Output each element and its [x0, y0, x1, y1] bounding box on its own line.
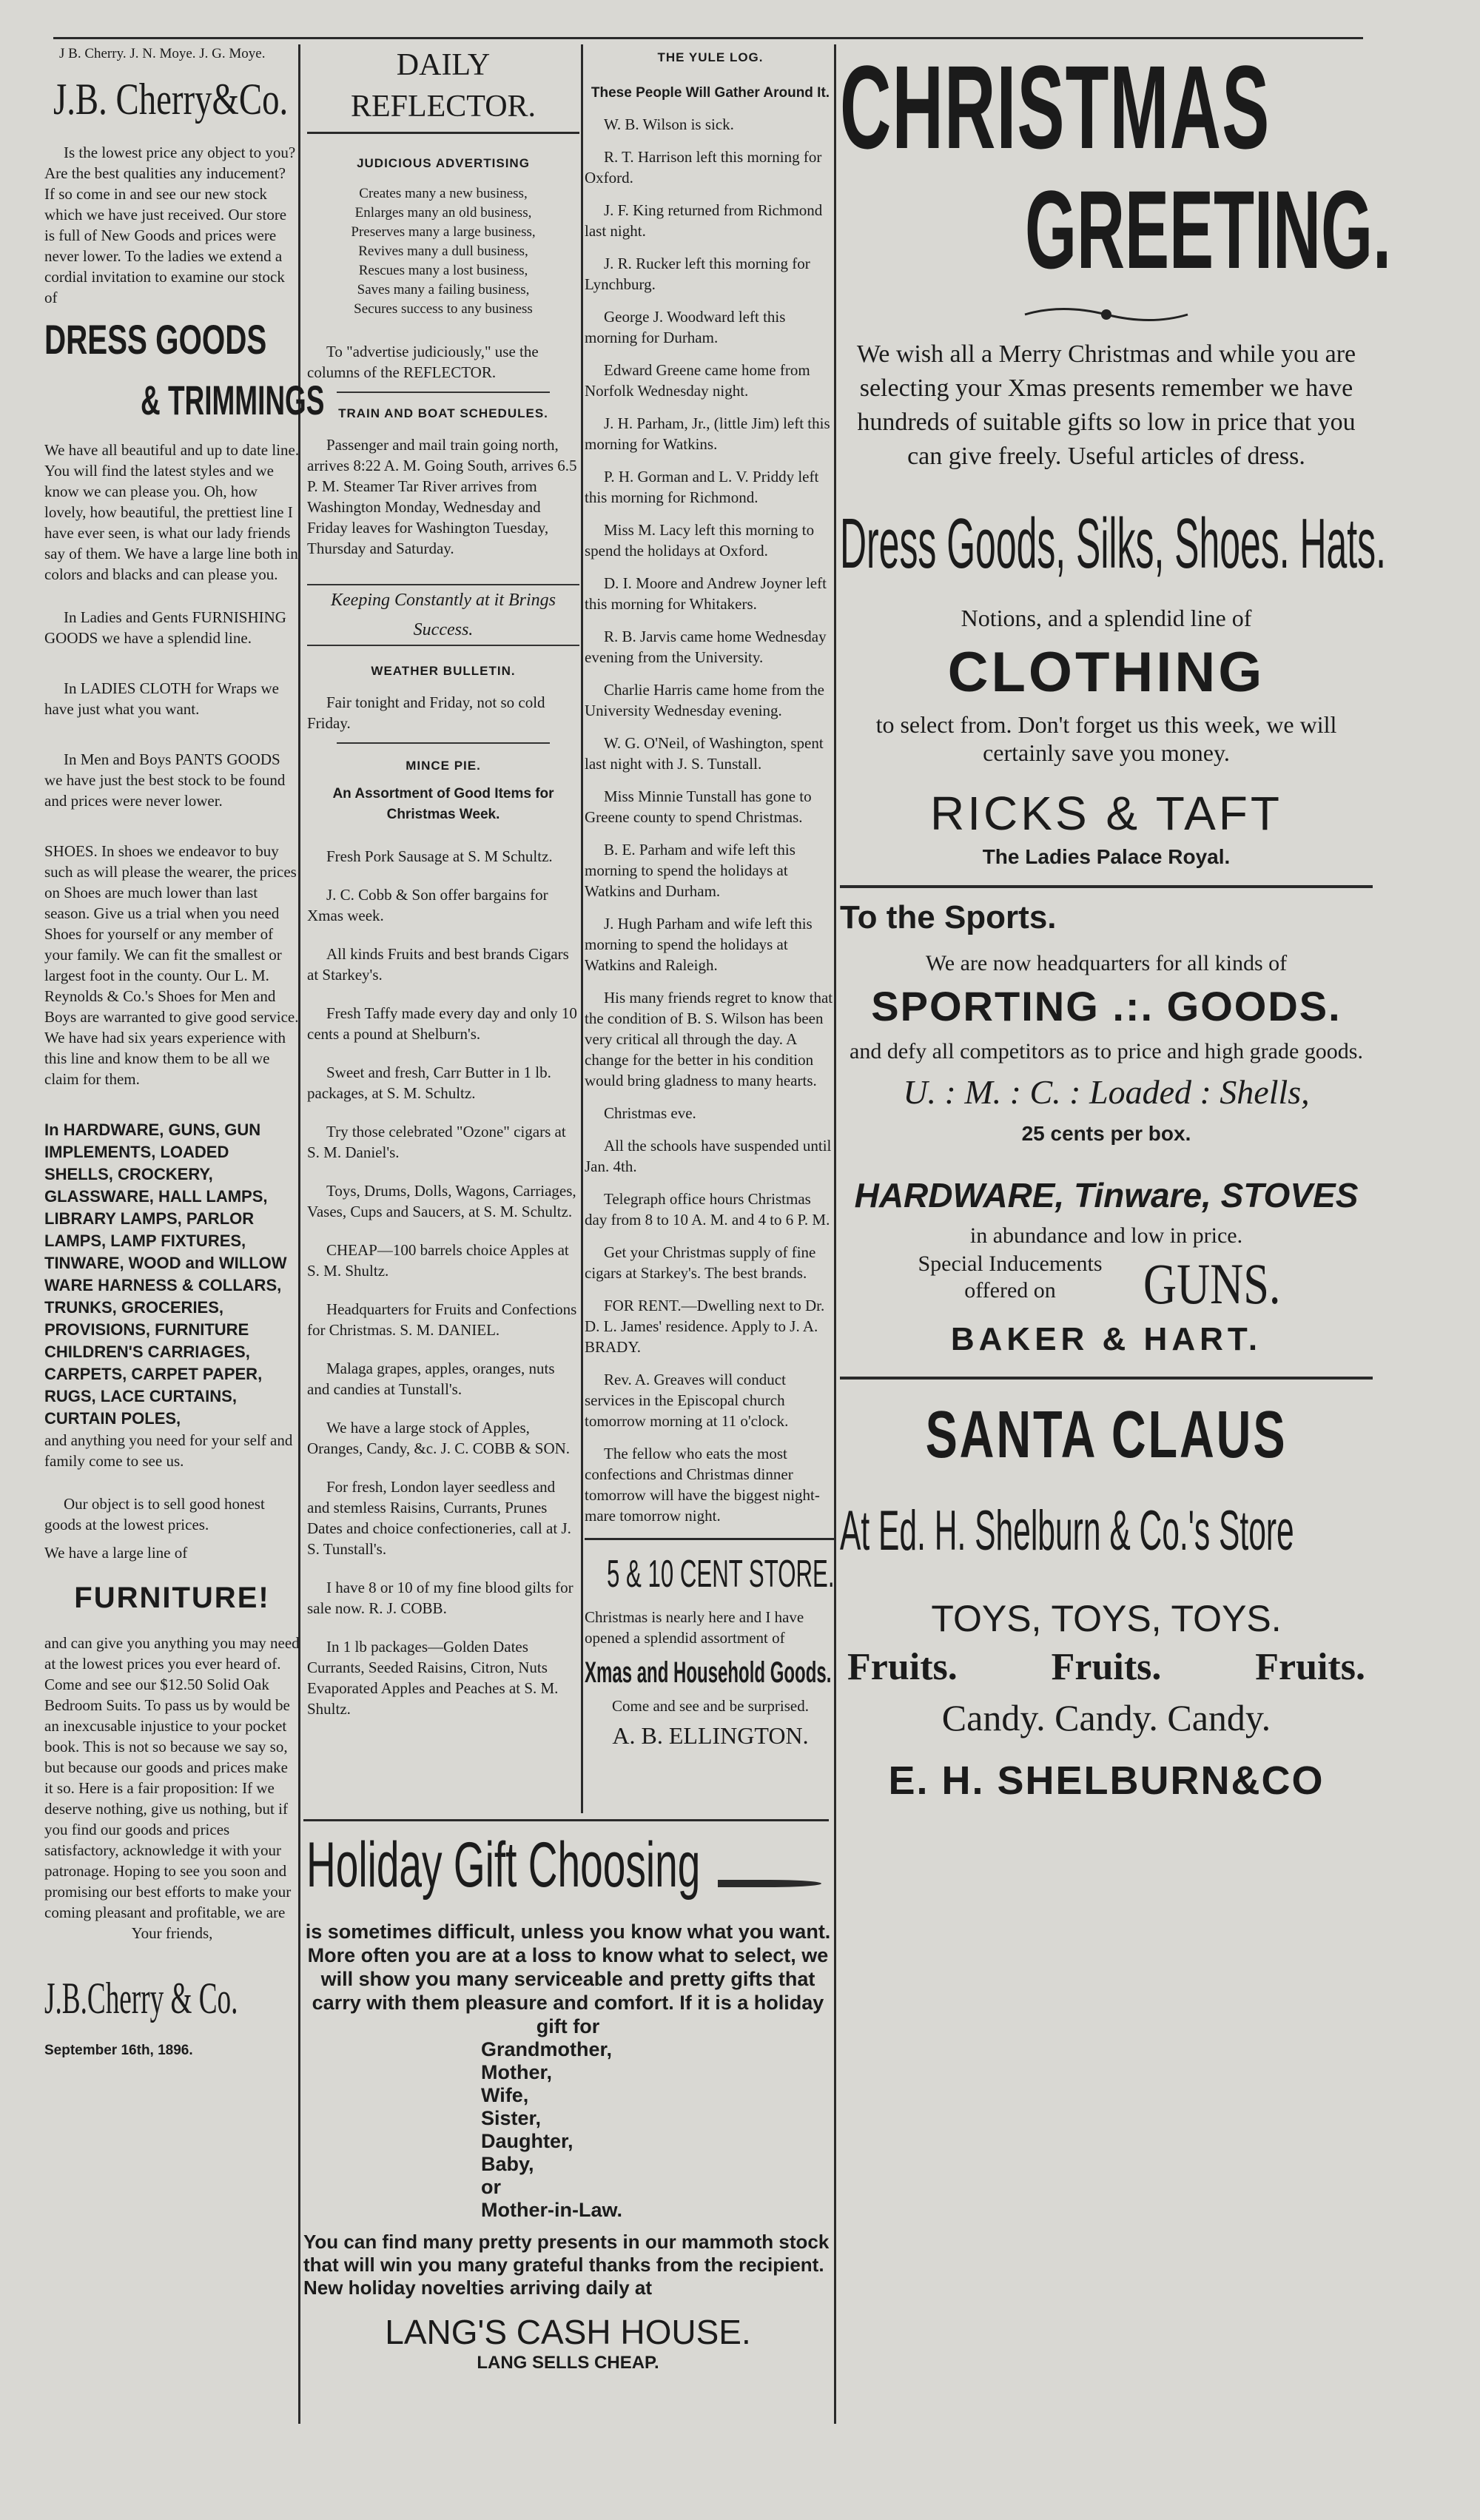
right-ads-column: [840, 41, 1392, 2427]
toys-line: TOYS, TOYS, TOYS.: [931, 1598, 1282, 1639]
yule-log-item: Christmas eve.: [604, 1104, 696, 1122]
object-text: Our object is to sell good honest goods at the lowest prices.: [44, 1495, 265, 1533]
recipient-item: Baby,: [481, 2153, 534, 2175]
special-text: Special Inducements offered on: [918, 1251, 1103, 1303]
reflector-column: [307, 44, 579, 1813]
baker-hart: BAKER & HART.: [950, 1321, 1262, 1357]
yule-log-item: Charlie Harris came home from the University Wednesday evening.: [585, 681, 824, 719]
advertising-heading: JUDICIOUS ADVERTISING: [357, 156, 530, 170]
sporting-goods: SPORTING .:. GOODS.: [871, 983, 1342, 1029]
umc-shells: U. : M. : C. : Loaded : Shells,: [903, 1073, 1310, 1111]
lang-store: LANG'S CASH HOUSE.: [385, 2313, 751, 2351]
hardware-tail: and anything you need for your self and family come to see us.: [44, 1431, 293, 1470]
yule-log-item: The fellow who eats the most confections and Christmas dinner tomorrow will have the biggest night-mare tomorrow night.: [585, 1445, 820, 1525]
mince-pie-items: [307, 846, 579, 1719]
flourish-icon: [718, 1880, 821, 1887]
yule-log-item: J. H. Parham, Jr., (little Jim) left this morning for Watkins.: [585, 414, 830, 453]
fruits-line: [840, 1643, 1373, 1692]
lang-slogan: LANG SELLS CHEAP.: [477, 2353, 659, 2373]
hardware-heading: HARDWARE, Tinware, STOVES: [854, 1176, 1359, 1214]
large-line-text: We have a large line of: [44, 1544, 188, 1562]
mince-pie-item: J. C. Cobb & Son offer bargains for Xmas week.: [307, 886, 548, 924]
mince-pie-item: Try those celebrated "Ozone" cigars at S. M. Daniel's.: [307, 1123, 566, 1161]
yule-log-item: Miss M. Lacy left this morning to spend the holidays at Oxford.: [585, 521, 815, 560]
trimmings-heading: & TRIMMINGS: [141, 377, 325, 423]
hardware-list: In HARDWARE, GUNS, GUN IMPLEMENTS, LOADED SHELLS, CROCKERY, GLASSWARE, HALL LAMPS, LIBRARY LAMPS, PARLOR LAMPS, LAMP FIXTURES, TINWARE, WOOD and WILLOW WARE HARNESS & COLLARS, TRUNKS, GROCERIES, PROVISIONS, FURNITURE CHILDREN'S CARRIAGES, CARPETS, CARPET PAPER, RUGS, LACE CURTAINS, CURTAIN POLES,: [44, 1120, 287, 1428]
yule-log-item: D. I. Moore and Andrew Joyner left this morning for Whitakers.: [585, 574, 827, 613]
advertising-line: Preserves many a large business,: [351, 224, 536, 240]
holiday-recipients: [481, 2038, 832, 2222]
guns-row: [840, 1251, 1373, 1317]
mince-pie-item: Toys, Drums, Dolls, Wagons, Carriages, Vases, Cups and Saucers, at S. M. Schultz.: [307, 1182, 576, 1220]
recipient-item: or: [481, 2176, 501, 2198]
mince-pie-heading: MINCE PIE.: [406, 759, 481, 773]
notions-text: Notions, and a splendid line of: [961, 605, 1252, 631]
cherry-date: September 16th, 1896.: [44, 2043, 193, 2058]
holiday-tail: You can find many pretty presents in our mammoth stock that will win you many grateful thanks from the recipient. New holiday novelties arriving daily at: [303, 2231, 830, 2299]
recipient-item: Mother,: [481, 2061, 553, 2083]
yule-log-item: W. G. O'Neil, of Washington, spent last night with J. S. Tunstall.: [585, 734, 824, 773]
divider: [840, 885, 1373, 888]
yule-log-item: R. T. Harrison left this morning for Oxford.: [585, 148, 822, 187]
five-ten-store-ad: [585, 1538, 836, 1752]
top-rule: [53, 37, 1363, 39]
furnishing-text: In Ladies and Gents FURNISHING GOODS we have a splendid line.: [44, 608, 286, 647]
advertising-tail: To "advertise judiciously," use the columns of the REFLECTOR.: [307, 343, 539, 381]
furniture-heading: FURNITURE!: [74, 1582, 270, 1614]
recipient-item: Mother-in-Law.: [481, 2199, 622, 2221]
mince-pie-item: Fresh Taffy made every day and only 10 cents a pound at Shelburn's.: [307, 1004, 577, 1043]
santa-heading: SANTA CLAUS: [925, 1398, 1288, 1472]
abundance-text: in abundance and low in price.: [969, 1223, 1243, 1248]
yule-log-item: Miss Minnie Tunstall has gone to Greene county to spend Christmas.: [585, 787, 812, 826]
friends-text: Your friends,: [131, 1924, 213, 1942]
dress-goods-heading: DRESS GOODS: [44, 316, 267, 363]
cherry-intro: Is the lowest price any object to you? Are the best qualities any inducement? If so come in and see our new stock which we have just received. Our store is full of New Goods and prices were never lower. To the ladies we extend a cordial invitation to examine our stock of: [44, 144, 296, 306]
goods-heading: Dress Goods, Silks, Shoes. Hats.: [840, 504, 1386, 583]
masthead: DAILY REFLECTOR.: [307, 44, 579, 134]
recipient-item: Sister,: [481, 2107, 542, 2129]
advertising-line: Revives many a dull business,: [358, 243, 528, 259]
christmas-heading: CHRISTMAS: [840, 41, 1271, 173]
yule-log-column: [585, 44, 836, 1813]
yule-log-subheading: These People Will Gather Around It.: [591, 85, 830, 101]
yule-log-item: Get your Christmas supply of fine cigars at Starkey's. The best brands.: [585, 1243, 816, 1282]
cherry-firm-name: J.B. Cherry&Co.: [53, 75, 289, 124]
column-rule-2: [581, 44, 583, 1813]
candy-line: Candy. Candy. Candy.: [941, 1697, 1271, 1738]
ornament-icon: [1018, 303, 1195, 326]
shell-price: 25 cents per box.: [1021, 1122, 1191, 1145]
store-name: A. B. ELLINGTON.: [612, 1722, 809, 1749]
divider: [337, 742, 550, 744]
mince-pie-item: CHEAP—100 barrels choice Apples at S. M. Shultz.: [307, 1241, 569, 1280]
fruits-word: Fruits.: [847, 1646, 958, 1688]
store-text: Christmas is nearly here and I have opened a splendid assortment of: [585, 1608, 804, 1647]
recipient-item: Wife,: [481, 2084, 529, 2106]
mince-pie-item: For fresh, London layer seedless and and stemless Raisins, Currants, Prunes Dates and choice confectioneries, call at J. S. Tunstall's.: [307, 1478, 571, 1558]
holiday-title: Holiday Gift Choosing: [306, 1829, 701, 1901]
mince-pie-item: In 1 lb packages—Golden Dates Currants, Seeded Raisins, Citron, Nuts Evaporated Apples and Peaches at S. M. Shultz.: [307, 1638, 559, 1718]
shoes-text: SHOES. In shoes we endeavor to buy such as will please the wearer, the prices on Shoes are much lower than last season. Give us a trial when you need Shoes for yourself or any member of your family. We can fit the smallest or largest foot in the county. Our L. M. Reynolds & Co.'s Shoes for Men and Boys are warranted to give good service. We have had six years experience with this line and know them to be all we claim for them.: [44, 842, 299, 1088]
clothing-heading: CLOTHING: [947, 641, 1265, 704]
ladies-cloth-text: In LADIES CLOTH for Wraps we have just what you want.: [44, 679, 279, 718]
schedule-text: Passenger and mail train going north, arrives 8:22 A. M. Going South, arrives 6.5 P. M. Steamer Tar River arrives from Washington Monday, Wednesday and Friday leaves for Washington Tuesday, Thursday and Saturday.: [307, 436, 577, 557]
yule-log-item: FOR RENT.—Dwelling next to Dr. D. L. James' residence. Apply to J. A. BRADY.: [585, 1297, 825, 1356]
yule-log-item: Rev. A. Greaves will conduct services in the Episcopal church tomorrow morning at 11 o'clock.: [585, 1371, 789, 1430]
store-goods: Xmas and Household Goods.: [585, 1656, 832, 1689]
holiday-text: is sometimes difficult, unless you know what you want. More often you are at a loss to know what to select, we will show you many serviceable and pretty gifts that carry with them pleasure and comfort. If it is a holiday gift for: [305, 1921, 831, 2037]
dress-goods-text: We have all beautiful and up to date line. You will find the latest styles and we know we can please you. Oh, how lovely, how beautiful, the prettiest line I have ever seen, is what our lady friends say of them. We have a large line both in colors and blacks and can please you.: [44, 441, 300, 583]
headquarters-text: We are now headquarters for all kinds of: [925, 951, 1288, 975]
mince-pie-item: Fresh Pork Sausage at S. M Schultz.: [326, 847, 553, 865]
mince-pie-item: Headquarters for Fruits and Confections for Christmas. S. M. DANIEL.: [307, 1300, 577, 1339]
yule-log-item: J. R. Rucker left this morning for Lynchburg.: [585, 255, 810, 293]
fancy-line: Keeping Constantly at it Brings Success.: [307, 584, 579, 646]
advertising-line: Enlarges many an old business,: [354, 205, 532, 221]
shelburn-store: At Ed. H. Shelburn & Co.'s Store: [840, 1499, 1294, 1562]
yule-log-item: His many friends regret to know that the condition of B. S. Wilson has been very critical all through the day. A change for the better in his condition would bring gladness to many hearts.: [585, 989, 833, 1089]
holiday-ad: [303, 1828, 832, 2420]
yule-log-item: George J. Woodward left this morning for Durham.: [585, 308, 786, 346]
recipient-item: Daughter,: [481, 2130, 574, 2152]
mince-pie-item: Malaga grapes, apples, oranges, nuts and candies at Tunstall's.: [307, 1360, 555, 1398]
mince-pie-item: All kinds Fruits and best brands Cigars at Starkey's.: [307, 945, 569, 984]
pants-text: In Men and Boys PANTS GOODS we have just the best stock to be found and prices were never lower.: [44, 750, 286, 810]
recipient-item: Grandmother,: [481, 2038, 613, 2060]
ricks-taft: RICKS & TAFT: [930, 787, 1282, 840]
mince-pie-subheading: An Assortment of Good Items for Christmas Week.: [332, 786, 554, 822]
yule-log-item: B. E. Parham and wife left this morning to spend the holidays at Watkins and Durham.: [585, 841, 796, 900]
mince-pie-item: Sweet and fresh, Carr Butter in 1 lb. packages, at S. M. Schultz.: [307, 1064, 551, 1102]
weather-heading: WEATHER BULLETIN.: [371, 664, 516, 678]
advertising-line: Rescues many a lost business,: [358, 263, 528, 278]
furniture-text: and can give you anything you may need at the lowest prices you ever heard of. Come and see our $12.50 Solid Oak Bedroom Suits. To pass us by would be an inexcusable injustice to your pocket book. This is not so because we say so, but because our goods and prices make it so. Here is a fair proposition: If we deserve nothing, give us nothing, but if you find our goods and prices satisfactory, acknowledge it with your patronage. Hoping to see you soon and promising our best efforts to make your coming pleasant and profitable, we are: [44, 1634, 300, 1921]
advertising-line: Saves many a failing business,: [357, 282, 530, 298]
cherry-signature: J.B.Cherry & Co.: [44, 1974, 238, 2023]
select-text: to select from. Don't forget us this week, we will certainly save you money.: [875, 711, 1337, 766]
ladies-palace: The Ladies Palace Royal.: [982, 845, 1231, 868]
yule-log-item: P. H. Gorman and L. V. Priddy left this morning for Richmond.: [585, 468, 819, 506]
sports-heading: To the Sports.: [840, 899, 1057, 935]
yule-log-items: [585, 114, 836, 1526]
yule-log-item: Edward Greene came home from Norfolk Wednesday night.: [585, 361, 810, 400]
defy-text: and defy all competitors as to price and high grade goods.: [850, 1039, 1363, 1064]
yule-log-heading: THE YULE LOG.: [657, 50, 764, 64]
yule-log-item: J. Hugh Parham and wife left this morning to spend the holidays at Watkins and Raleigh.: [585, 915, 813, 974]
cherry-ad-column: [44, 44, 325, 2427]
greeting-heading: GREETING.: [1025, 167, 1392, 292]
fruits-word: Fruits.: [1255, 1646, 1365, 1688]
shelburn-signature: E. H. SHELBURN&CO: [888, 1758, 1325, 1803]
christmas-wish: We wish all a Merry Christmas and while you are selecting your Xmas presents remember we have hundreds of suitable gifts so low in price that you can give freely. Useful articles of dress.: [856, 340, 1356, 470]
divider: [337, 392, 550, 393]
advertising-lines: [307, 184, 579, 319]
schedule-heading: TRAIN AND BOAT SCHEDULES.: [338, 406, 548, 420]
holiday-top-rule: [303, 1819, 829, 1821]
guns-heading: GUNS.: [1143, 1251, 1281, 1316]
cherry-partners: J B. Cherry. J. N. Moye. J. G. Moye.: [59, 46, 266, 61]
yule-log-item: R. B. Jarvis came home Wednesday evening from the University.: [585, 628, 827, 666]
mince-pie-item: We have a large stock of Apples, Oranges, Candy, &c. J. C. COBB & SON.: [307, 1419, 571, 1457]
store-heading: 5 & 10 CENT STORE.: [607, 1553, 835, 1596]
yule-log-item: W. B. Wilson is sick.: [604, 115, 734, 133]
weather-text: Fair tonight and Friday, not so cold Friday.: [307, 693, 545, 732]
yule-log-item: J. F. King returned from Richmond last night.: [585, 201, 823, 240]
store-come: Come and see and be surprised.: [612, 1697, 809, 1715]
yule-log-item: Telegraph office hours Christmas day from 8 to 10 A. M. and 4 to 6 P. M.: [585, 1190, 830, 1229]
advertising-line: Creates many a new business,: [359, 186, 528, 201]
advertising-line: Secures success to any business: [354, 301, 533, 317]
mince-pie-item: I have 8 or 10 of my fine blood gilts for sale now. R. J. COBB.: [307, 1579, 574, 1617]
divider: [840, 1377, 1373, 1380]
yule-log-item: All the schools have suspended until Jan. 4th.: [585, 1137, 832, 1175]
fruits-word: Fruits.: [1051, 1646, 1162, 1688]
